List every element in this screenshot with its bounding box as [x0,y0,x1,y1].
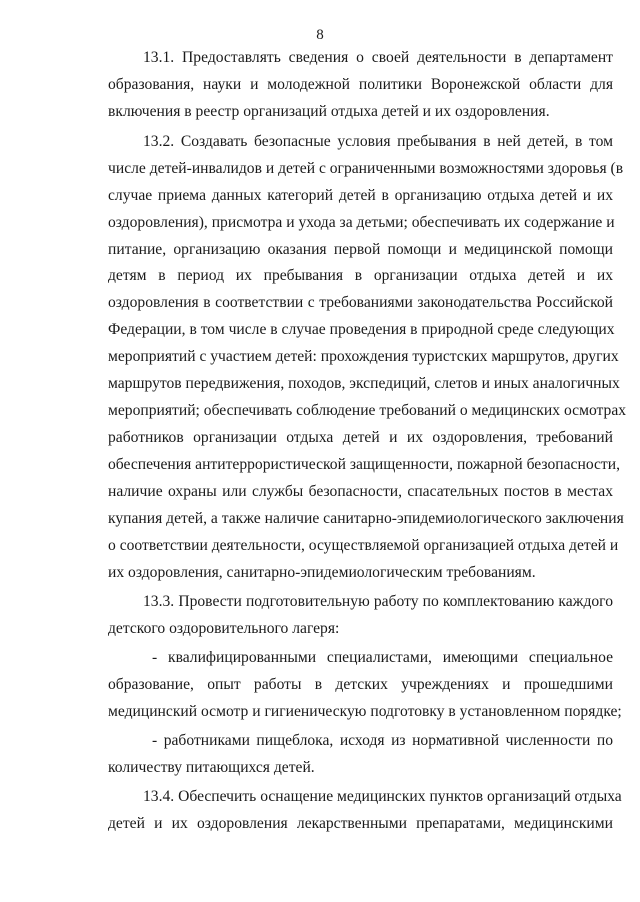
p13-2-line-10: маршрутов передвижения, походов, экспедиций, слетов и иных аналогичных [108,375,620,392]
p13-2-line-9: мероприятий с участием детей: прохождения туристских маршрутов, других [108,348,619,365]
p13-4-line-1: 13.4. Обеспечить оснащение медицинских пунктов организаций отдыха [143,788,622,805]
p13-2-line-15: купания детей, а также наличие санитарно-эпидемиологического заключения [108,510,624,527]
p13-2-line-3: случае приема данных категорий детей в организацию отдыха детей и их [108,187,613,204]
p13-2-line-11: мероприятий; обеспечивать соблюдение требований о медицинских осмотрах [108,402,627,419]
p13-2-line-14: наличие охраны или службы безопасности, спасательных постов в местах [108,483,613,500]
p13-1-line-2: образования, науки и молодежной политики Воронежской области для [108,76,613,93]
p13-2-line-12: работников организации отдыха детей и их оздоровления, требований [108,429,613,446]
dash-item-2-line-2: количеству питающихся детей. [108,759,315,776]
p13-2-line-8: Федерации, в том числе в случае проведения в природной среде следующих [108,321,615,338]
p13-2-line-16: о соответствии деятельности, осуществляемой организацией отдыха детей и [108,537,619,554]
p13-4-line-2: детей и их оздоровления лекарственными препаратами, медицинскими [108,815,613,832]
p13-3-line-2: детского оздоровительного лагеря: [108,620,340,637]
page-number: 8 [316,27,324,43]
p13-2-line-13: обеспечения антитеррористической защищенности, пожарной безопасности, [108,456,620,473]
p13-2-line-5: питание, организацию оказания первой помощи и медицинской помощи [108,241,613,258]
dash-item-2-line-1: - работниками пищеблока, исходя из нормативной численности по [152,732,613,749]
dash-item-1-line-3: медицинский осмотр и гигиеническую подготовку в установленном порядке; [108,703,622,720]
p13-2-line-7: оздоровления в соответствии с требованиями законодательства Российской [108,294,613,311]
dash-item-1-line-2: образование, опыт работы в детских учреждениях и прошедшими [108,676,613,693]
p13-3-line-1: 13.3. Провести подготовительную работу по комплектованию каждого [143,593,613,610]
p13-2-line-6: детям в период их пребывания в организации отдыха детей и их [108,267,613,284]
p13-2-line-2: числе детей-инвалидов и детей с ограниченными возможностями здоровья (в [108,160,624,177]
p13-2-line-4: оздоровления), присмотра и ухода за детьми; обеспечивать их содержание и [108,214,615,231]
p13-1-line-1: 13.1. Предоставлять сведения о своей деятельности в департамент [143,49,613,66]
p13-1-line-3: включения в реестр организаций отдыха детей и их оздоровления. [108,103,550,120]
p13-2-line-17: их оздоровления, санитарно-эпидемиологическим требованиям. [108,564,536,581]
p13-2-line-1: 13.2. Создавать безопасные условия пребывания в ней детей, в том [143,133,613,150]
dash-item-1-line-1: - квалифицированными специалистами, имеющими специальное [152,649,613,666]
